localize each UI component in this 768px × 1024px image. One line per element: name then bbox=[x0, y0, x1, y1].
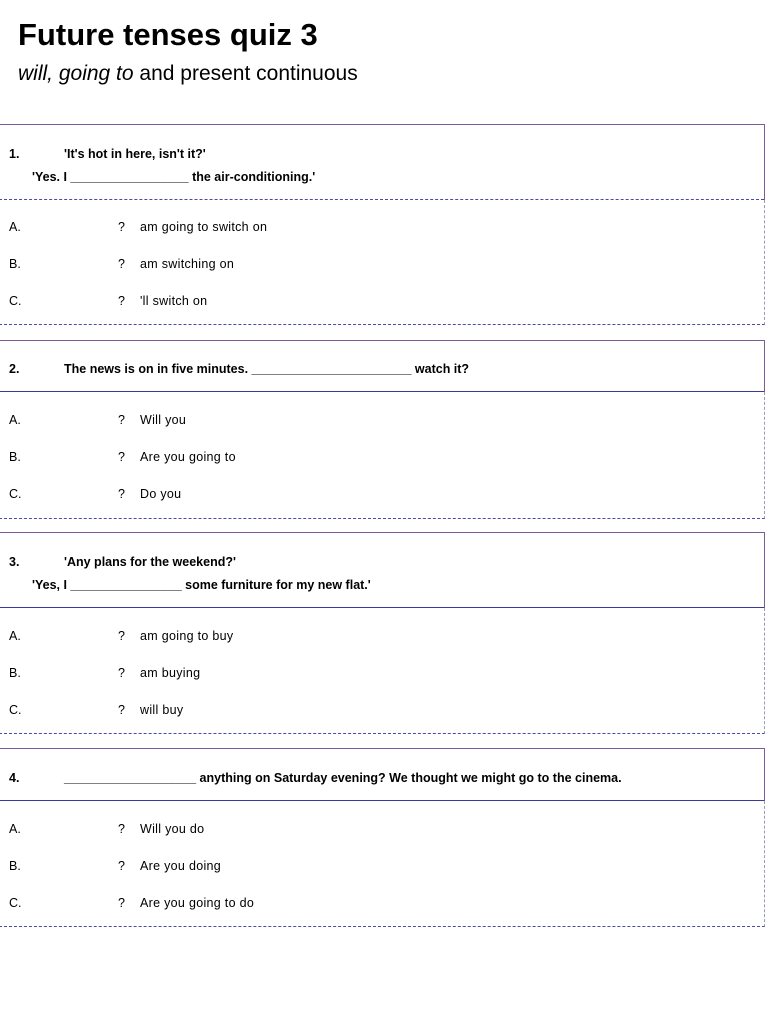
page-title: Future tenses quiz 3 bbox=[18, 17, 318, 52]
question-2-options bbox=[0, 392, 765, 519]
option-letter: C. bbox=[9, 294, 22, 308]
question-1-header bbox=[0, 124, 765, 200]
option-letter: C. bbox=[9, 896, 22, 910]
option-text: Are you going to do bbox=[140, 896, 255, 910]
option-b[interactable] bbox=[0, 666, 764, 686]
question-4 bbox=[0, 748, 765, 927]
option-letter: B. bbox=[9, 859, 21, 873]
option-text: am going to switch on bbox=[140, 220, 268, 234]
option-text: Do you bbox=[140, 487, 182, 501]
page-subtitle bbox=[18, 61, 358, 87]
subtitle-rest: and present continuous bbox=[133, 62, 358, 85]
question-4-header bbox=[0, 748, 765, 801]
option-radio-icon[interactable]: ? bbox=[118, 450, 125, 464]
question-2 bbox=[0, 340, 765, 519]
option-b[interactable] bbox=[0, 257, 764, 277]
option-a[interactable] bbox=[0, 629, 764, 649]
option-radio-icon[interactable]: ? bbox=[118, 413, 125, 427]
question-text-line-1: ___________________ anything on Saturday evening? We thought we might go to the cinema. bbox=[64, 771, 622, 785]
option-text: Are you doing bbox=[140, 859, 222, 873]
option-c[interactable] bbox=[0, 487, 764, 507]
option-letter: B. bbox=[9, 666, 21, 680]
question-number: 3. bbox=[9, 555, 20, 569]
question-number: 1. bbox=[9, 147, 20, 161]
option-text: am going to buy bbox=[140, 629, 234, 643]
question-text-line-2: 'Yes, I ________________ some furniture for my new flat.' bbox=[32, 578, 371, 592]
option-radio-icon[interactable]: ? bbox=[118, 629, 125, 643]
option-c[interactable] bbox=[0, 294, 764, 314]
option-a[interactable] bbox=[0, 220, 764, 240]
option-letter: A. bbox=[9, 220, 21, 234]
question-1 bbox=[0, 124, 765, 325]
option-text: Will you bbox=[140, 413, 187, 427]
option-letter: B. bbox=[9, 450, 21, 464]
option-radio-icon[interactable]: ? bbox=[118, 666, 125, 680]
question-text-line-1: The news is on in five minutes. _______________________ watch it? bbox=[64, 362, 470, 376]
option-letter: C. bbox=[9, 703, 22, 717]
question-number: 2. bbox=[9, 362, 20, 376]
option-text: Will you do bbox=[140, 822, 205, 836]
option-text: 'll switch on bbox=[140, 294, 208, 308]
option-letter: A. bbox=[9, 413, 21, 427]
option-c[interactable] bbox=[0, 703, 764, 723]
option-radio-icon[interactable]: ? bbox=[118, 220, 125, 234]
option-text: am switching on bbox=[140, 257, 235, 271]
option-b[interactable] bbox=[0, 450, 764, 470]
option-radio-icon[interactable]: ? bbox=[118, 703, 125, 717]
option-b[interactable] bbox=[0, 859, 764, 879]
option-radio-icon[interactable]: ? bbox=[118, 859, 125, 873]
question-1-options bbox=[0, 200, 765, 325]
question-3 bbox=[0, 532, 765, 734]
option-text: Are you going to bbox=[140, 450, 236, 464]
option-c[interactable] bbox=[0, 896, 764, 916]
option-a[interactable] bbox=[0, 822, 764, 842]
question-number: 4. bbox=[9, 771, 20, 785]
question-text-line-1: 'Any plans for the weekend?' bbox=[64, 555, 236, 569]
option-letter: A. bbox=[9, 629, 21, 643]
question-3-header bbox=[0, 532, 765, 608]
question-text-line-2: 'Yes. I _________________ the air-conditioning.' bbox=[32, 170, 316, 184]
option-letter: C. bbox=[9, 487, 22, 501]
option-letter: A. bbox=[9, 822, 21, 836]
question-text-line-1: 'It's hot in here, isn't it?' bbox=[64, 147, 206, 161]
option-a[interactable] bbox=[0, 413, 764, 433]
option-text: am buying bbox=[140, 666, 201, 680]
question-3-options bbox=[0, 608, 765, 734]
option-radio-icon[interactable]: ? bbox=[118, 896, 125, 910]
option-radio-icon[interactable]: ? bbox=[118, 822, 125, 836]
option-radio-icon[interactable]: ? bbox=[118, 257, 125, 271]
subtitle-italic: will, going to bbox=[18, 62, 134, 85]
option-radio-icon[interactable]: ? bbox=[118, 487, 125, 501]
option-text: will buy bbox=[140, 703, 184, 717]
question-2-header bbox=[0, 340, 765, 392]
option-radio-icon[interactable]: ? bbox=[118, 294, 125, 308]
question-4-options bbox=[0, 801, 765, 927]
option-letter: B. bbox=[9, 257, 21, 271]
